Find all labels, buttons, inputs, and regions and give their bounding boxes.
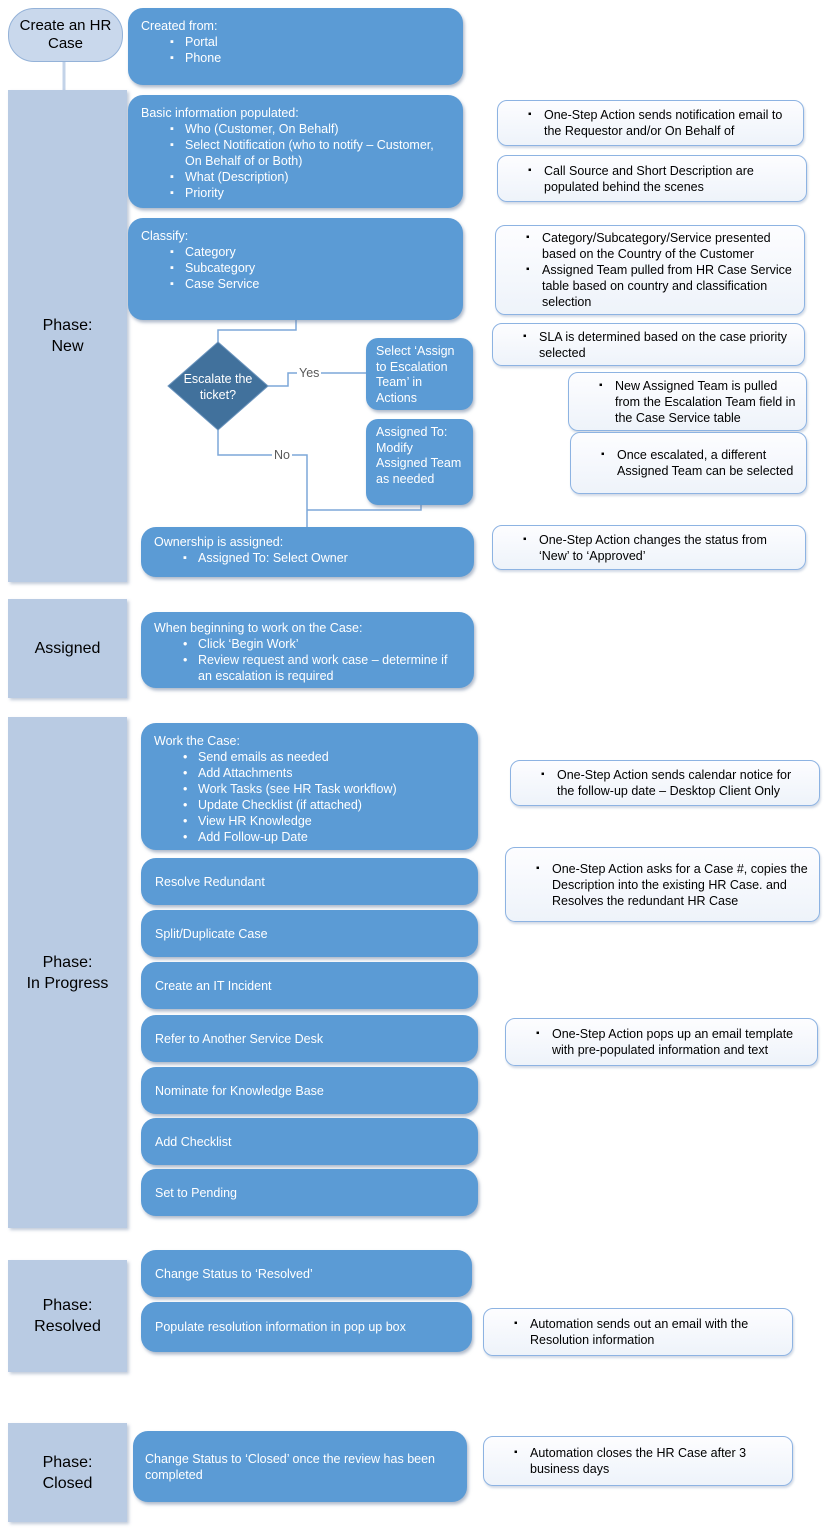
bullet-item: ▪ Subcategory [170,260,451,276]
note-text: ▪ New Assigned Team is pulled from the Escalation Team field in the Case Service table [599,378,798,426]
process-box-title: Created from: [141,19,218,33]
process-box-text: Split/Duplicate Case [155,926,268,941]
process-box-text: Nominate for Knowledge Base [155,1083,324,1098]
bullet-list [183,749,466,845]
bullet-item: ▪ Select Notification (who to notify – Customer, On Behalf of or Both) [170,137,451,169]
note-text: ▪ SLA is determined based on the case priority selected [523,329,796,361]
process-box-text: Assigned To: Modify Assigned Team as needed [376,425,462,486]
note-status-change [492,525,806,570]
no-branch-label: No [274,448,290,462]
process-box-text: Create an IT Incident [155,978,272,993]
note-text: ▪ Assigned Team pulled from HR Case Service table based on country and classification selection [526,262,796,310]
process-box-add-checklist [141,1118,478,1165]
bullet-item: • Add Attachments [183,765,466,781]
bullet-list [170,121,451,201]
process-box-change-resolved [141,1250,472,1297]
note-text: ▪ One-Step Action sends notification email to the Requestor and/or On Behalf of [528,107,795,139]
connector-classify-to-decision [218,320,296,342]
process-box-split-duplicate [141,910,478,957]
process-box-nominate-knowledge-base [141,1067,478,1114]
phase-label: Resolved [34,1318,101,1335]
bullet-list [183,550,462,566]
bullet-item: ▪ Phone [170,50,451,66]
bullet-list [170,244,451,292]
note-text: ▪ One-Step Action changes the status from ‘New’ to ‘Approved’ [523,532,797,564]
process-box-text: Select ‘Assign to Escalation Team’ in Actions [376,344,455,405]
process-box-select-assign [366,338,473,410]
process-box-text: Populate resolution information in pop up box [155,1320,406,1334]
process-box-created-from [128,8,463,85]
process-box-classify [128,218,463,320]
process-box-title: When beginning to work on the Case: [154,621,363,635]
process-box-text: Resolve Redundant [155,874,265,889]
note-text: ▪ Category/Subcategory/Service presented based on the Country of the Customer [526,230,796,262]
start-node-label: Create an HR Case [19,17,112,52]
note-text: ▪ One-Step Action pops up an email template with pre-populated information and text [536,1026,809,1058]
bullet-item: ▪ Assigned To: Select Owner [183,550,462,566]
bullet-item: • Add Follow-up Date [183,829,466,845]
bullet-item: ▪ Category [170,244,451,260]
note-new-assigned-team [568,372,807,431]
process-box-resolve-redundant [141,858,478,905]
note-text: ▪ One-Step Action asks for a Case #, copies the Description into the existing HR Case. and Resolves the redundant HR Case [536,861,811,909]
phase-label: In Progress [26,974,109,992]
note-once-escalated [570,432,807,494]
process-box-title: Classify: [141,229,189,243]
process-box-modify-assigned [366,419,473,505]
process-box-text: Refer to Another Service Desk [155,1031,324,1046]
note-text: ▪ One-Step Action sends calendar notice for the follow-up date – Desktop Client Only [541,767,811,799]
phase-label: Closed [42,1474,93,1492]
bullet-item: • Work Tasks (see HR Task workflow) [183,781,466,797]
process-box-change-closed [133,1431,467,1502]
bullet-item: ▪ Who (Customer, On Behalf) [170,121,451,137]
bullet-item: ▪ Portal [170,34,451,50]
note-text: ▪ Automation closes the HR Case after 3 business days [514,1445,784,1477]
note-auto-close [483,1436,793,1486]
process-box-title: Basic information populated: [141,106,299,120]
phase-bar-closed [8,1423,127,1522]
bullet-item: • Update Checklist (if attached) [183,797,466,813]
phase-label: Phase: [42,1453,93,1471]
bullet-list [183,636,462,684]
process-box-text: Change Status to ‘Resolved’ [155,1266,313,1281]
yes-branch-label: Yes [299,366,320,380]
process-box-title: Work the Case: [154,734,240,748]
process-box-create-it-incident [141,962,478,1009]
note-calendar-notice [510,760,820,806]
process-box-refer-service-desk [141,1015,478,1062]
process-box-work-case [141,723,478,850]
connector-modify-join [307,505,421,510]
bullet-item: • Send emails as needed [183,749,466,765]
note-text: ▪ Once escalated, a different Assigned Team can be selected [601,447,798,479]
connector-no-branch [218,430,307,527]
note-call-source [497,155,807,202]
decision-label: Escalate the ticket? [183,372,253,402]
phase-label: Assigned [34,640,101,657]
bullet-item: • View HR Knowledge [183,813,466,829]
note-email-template [505,1018,818,1066]
phase-label: Phase: [42,1297,93,1314]
process-box-set-to-pending [141,1169,478,1216]
phase-label: New [51,338,84,355]
process-box-text: Add Checklist [155,1134,232,1149]
note-resolution-email [483,1308,793,1356]
process-box-text: Set to Pending [155,1185,238,1200]
process-box-ownership [141,527,474,577]
process-box-populate-resolution [141,1302,472,1352]
phase-bar-new [8,90,127,582]
phase-bar-assigned [8,599,127,698]
phase-bar-resolved [8,1260,127,1372]
bullet-item: • Click ‘Begin Work’ [183,636,462,652]
bullet-item: • Review request and work case – determine if an escalation is required [183,652,462,684]
process-box-title: Ownership is assigned: [154,535,284,549]
bullet-list [170,34,451,66]
note-classification [495,225,805,315]
bullet-item: ▪ Case Service [170,276,451,292]
phase-bar-in-progress [8,717,127,1228]
process-box-text: Change Status to ‘Closed’ once the review has been completed [145,1451,435,1482]
note-case-number [505,847,820,922]
note-notification-email [497,100,804,146]
process-box-begin-work [141,612,474,688]
bullet-item: ▪ Priority [170,185,451,201]
phase-label: Phase: [42,953,93,971]
bullet-item: ▪ What (Description) [170,169,451,185]
start-node [8,8,123,62]
note-text: ▪ Call Source and Short Description are populated behind the scenes [528,163,798,195]
note-text: ▪ Automation sends out an email with the Resolution information [514,1316,784,1348]
phase-label: Phase: [42,317,93,334]
process-box-basic-info [128,95,463,208]
note-sla [492,323,805,366]
